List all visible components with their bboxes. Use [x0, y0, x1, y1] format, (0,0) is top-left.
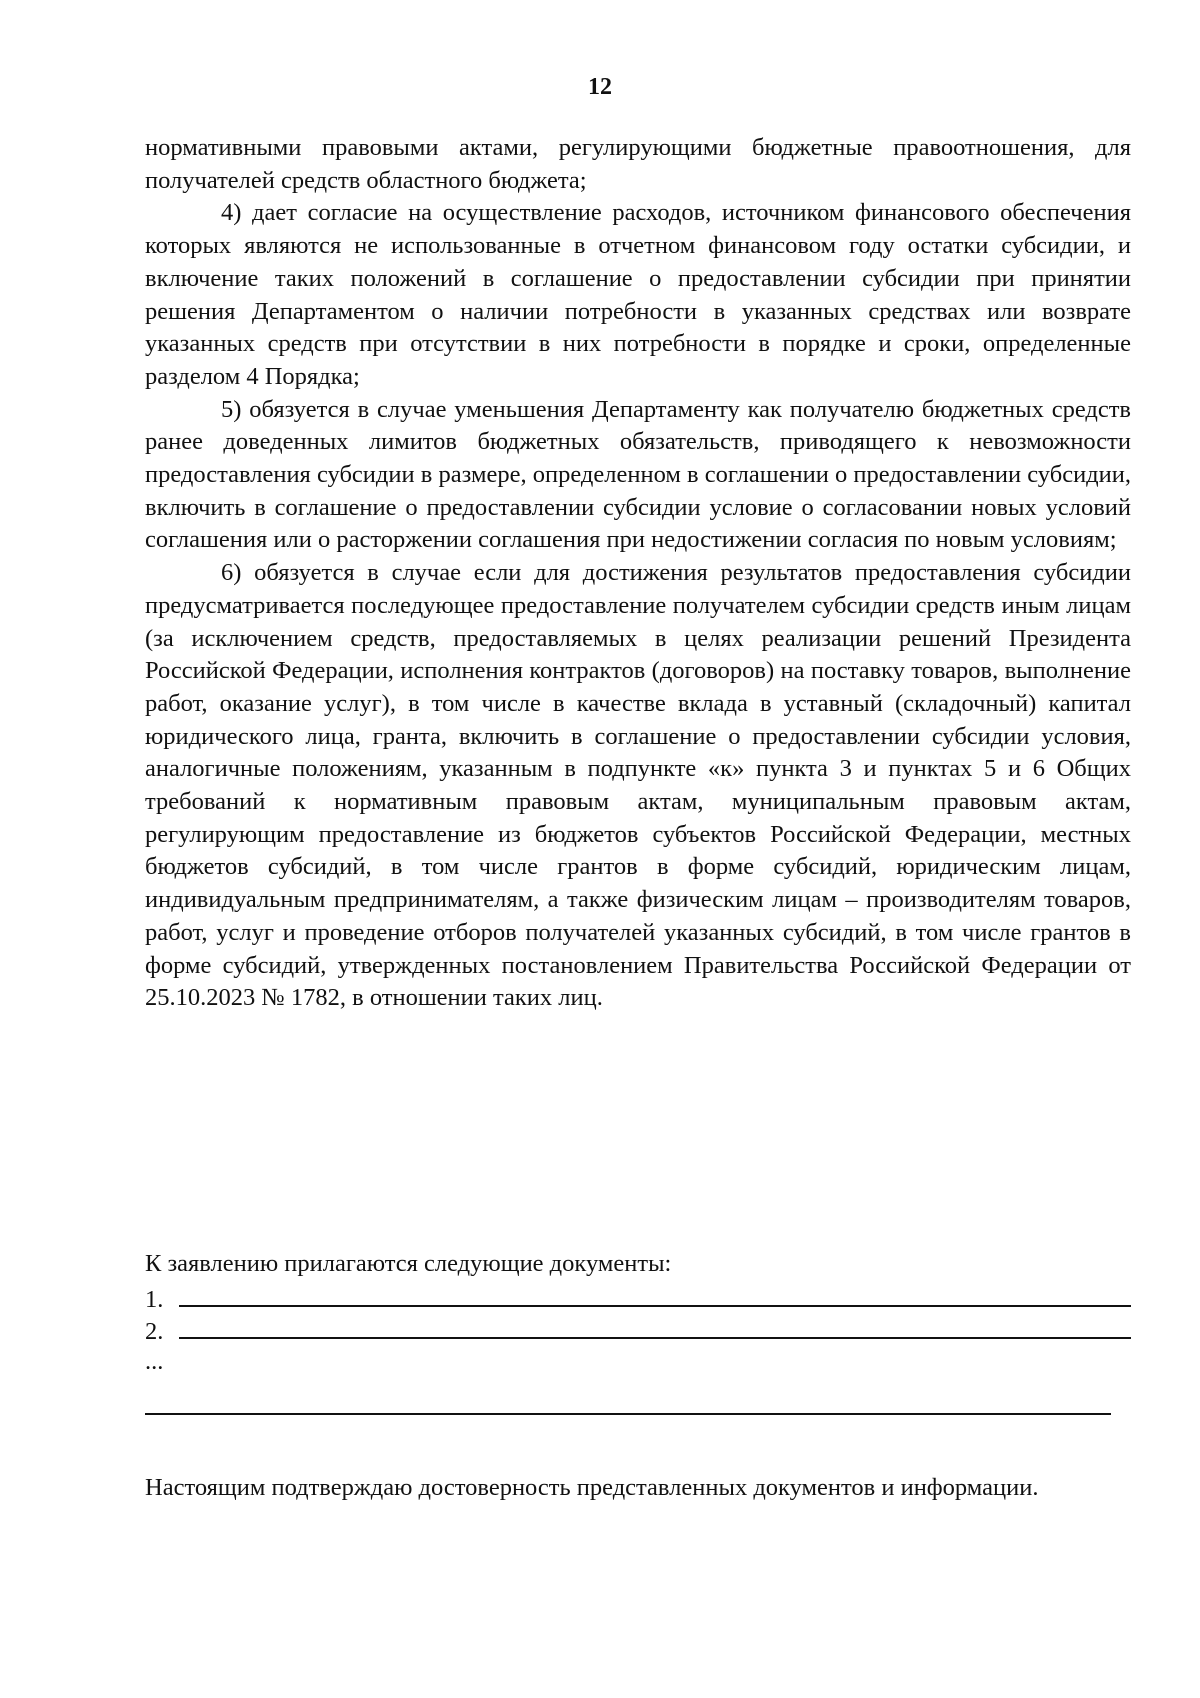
- attachment-number: 1.: [145, 1285, 164, 1313]
- confirmation-statement: Настоящим подтверждаю достоверность представленных документов и информации.: [145, 1474, 1039, 1501]
- paragraph-continuation: нормативными правовыми актами, регулирующими бюджетные правоотношения, для получателей средств областного бюджета;: [145, 134, 1131, 194]
- paragraph-item-5: 5) обязуется в случае уменьшения Департаменту как получателю бюджетных средств ранее доведенных лимитов бюджетных обязательств, приводящего к невозможности предоставления субсидии в размере, определенном в соглашении о предоставлении субсидии, включить в соглашение о предоставлении субсидии условие о согласовании новых условий соглашения или о расторжении соглашения при недостижении согласия по новым условиям;: [145, 395, 1131, 554]
- attachments-heading: К заявлению прилагаются следующие документы:: [145, 1250, 672, 1277]
- paragraph-item-6: 6) обязуется в случае если для достижения результатов предоставления субсидии предусматривается последующее предоставление получателем субсидии средств иным лицам (за исключением средств, предоставляемых в целях реализации решений Президента Российской Федерации, исполнения контрактов (договоров) на поставку товаров, выполнение работ, оказание услуг), в том числе в качестве вклада в уставный (складочный) капитал юридического лица, гранта, включить в соглашение о предоставлении субсидии условия, аналогичные положениям, указанным в подпункте «к» пункта 3 и пунктах 5 и 6 Общих требований к нормативным правовым актам, муниципальным правовым актам, регулирующим предоставление из бюджетов субъектов Российской Федерации, местных бюджетов субсидий, в том числе грантов в форме субсидий, юридическим лицам, индивидуальным предпринимателям, а также физическим лицам – производителям товаров, работ, услуг и проведение отборов получателей указанных субсидий, в том числе грантов в форме субсидий, утвержденных постановлением Правительства Российской Федерации от 25.10.2023 № 1782, в отношении таких лиц.: [145, 559, 1131, 1012]
- attachment-blank-line-full: [145, 1379, 1111, 1415]
- attachment-row-2: [145, 1313, 1131, 1346]
- page-number: 12: [588, 74, 612, 100]
- attachments-section: [145, 1248, 1131, 1415]
- attachment-ellipsis: ...: [145, 1348, 164, 1376]
- attachment-blank-line: [179, 1281, 1131, 1307]
- paragraph-item-4: 4) дает согласие на осуществление расходов, источником финансового обеспечения которых являются не использованные в отчетном финансовом году остатки субсидии, и включение таких положений в соглашение о предоставлении субсидии при принятии решения Департаментом о наличии потребности в указанных средствах или возврате указанных средств при отсутствии в них потребности в порядке и сроки, определенные разделом 4 Порядка;: [145, 199, 1131, 390]
- attachment-row-1: [145, 1281, 1131, 1314]
- attachment-number: 2.: [145, 1318, 164, 1346]
- document-body: [145, 132, 1131, 1015]
- attachment-blank-line: [179, 1313, 1131, 1339]
